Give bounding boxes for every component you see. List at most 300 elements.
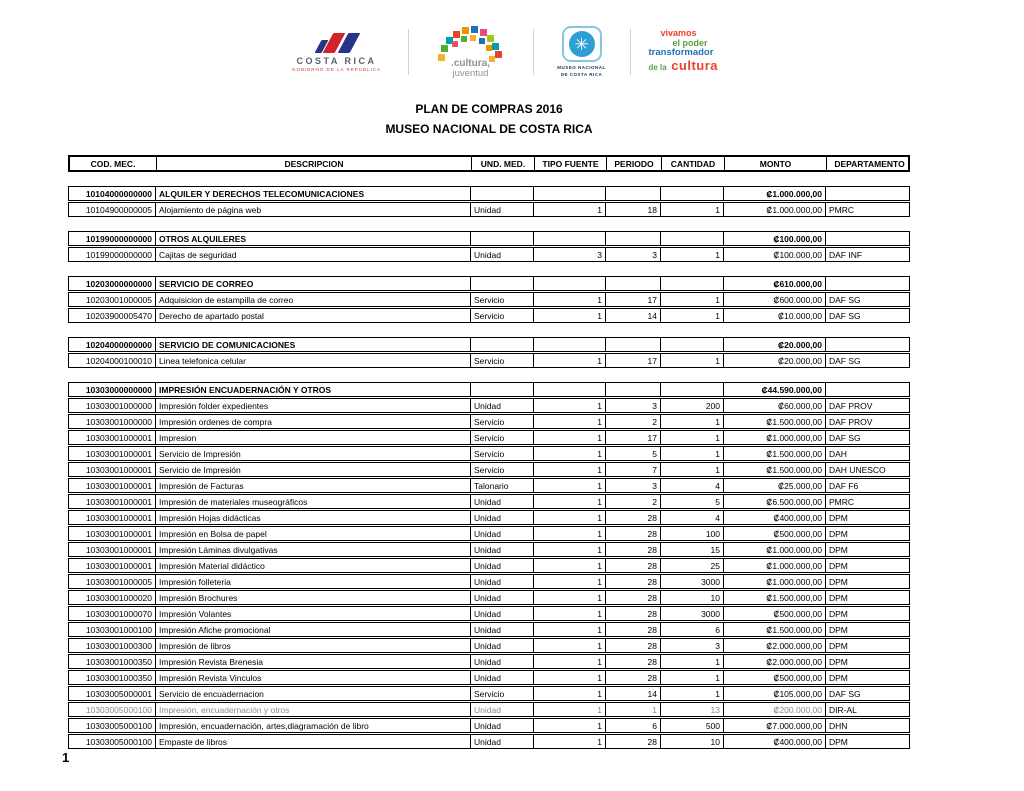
tipo-fuente-cell: 1 <box>534 203 606 216</box>
departamento-cell: DAF SG <box>829 432 861 443</box>
unit-cell: Unidad <box>471 495 534 508</box>
departamento-cell: DPM <box>829 736 848 747</box>
departamento-cell: PMRC <box>829 204 855 215</box>
description-cell: Impresión de libros <box>156 639 471 652</box>
tipo-fuente-cell: 1 <box>534 511 606 524</box>
periodo-cell: 17 <box>606 293 661 306</box>
periodo-cell: 1 <box>606 703 661 716</box>
unit-cell <box>471 187 534 200</box>
code-cell: 10303005000100 <box>69 703 156 716</box>
unit-cell: Unidad <box>471 639 534 652</box>
monto-cell: ₡1.000.000,00 <box>724 431 826 444</box>
code-cell: 10203000000000 <box>69 277 156 290</box>
tipo-fuente-cell: 1 <box>534 687 606 700</box>
departamento-cell: DPM <box>829 592 848 603</box>
section-header-row <box>68 337 910 352</box>
code-cell: 10303001000001 <box>69 463 156 476</box>
description-cell: Impresión en Bolsa de papel <box>156 527 471 540</box>
monto-cell: ₡500.000,00 <box>724 527 826 540</box>
periodo-cell: 17 <box>606 431 661 444</box>
museo-logo-frame <box>562 26 602 62</box>
monto-cell: ₡1.000.000,00 <box>724 575 826 588</box>
tipo-fuente-cell: 1 <box>534 479 606 492</box>
description-cell: SERVICIO DE COMUNICACIONES <box>156 338 471 351</box>
description-cell: Impresión Brochures <box>156 591 471 604</box>
monto-cell: ₡20.000,00 <box>724 338 826 351</box>
periodo-cell: 17 <box>606 354 661 367</box>
item-row <box>68 574 910 589</box>
unit-cell: Unidad <box>471 735 534 748</box>
logo-strip <box>0 26 1024 79</box>
unit-cell <box>471 338 534 351</box>
description-cell: Impresion <box>156 431 471 444</box>
departamento-cell: DAF F6 <box>829 480 859 491</box>
tipo-fuente-cell <box>534 187 606 200</box>
departamento-cell: DAF INF <box>829 249 863 260</box>
description-cell: Impresión ordenes de compra <box>156 415 471 428</box>
section-header-row <box>68 186 910 201</box>
periodo-cell: 5 <box>606 447 661 460</box>
monto-cell: ₡44.590.000,00 <box>724 383 826 396</box>
code-cell: 10303001000001 <box>69 559 156 572</box>
unit-cell: Unidad <box>471 719 534 732</box>
item-row <box>68 353 910 368</box>
cantidad-cell: 100 <box>661 527 724 540</box>
code-cell: 10203900005470 <box>69 309 156 322</box>
periodo-cell <box>606 232 661 245</box>
periodo-cell: 7 <box>606 463 661 476</box>
description-cell: Impresión Hojas didácticas <box>156 511 471 524</box>
unit-cell <box>471 277 534 290</box>
cantidad-cell: 10 <box>661 735 724 748</box>
code-cell: 10303001000005 <box>69 575 156 588</box>
code-cell: 10303001000300 <box>69 639 156 652</box>
logo-separator <box>408 29 409 75</box>
tipo-fuente-cell: 1 <box>534 607 606 620</box>
costa-rica-logo-title: COSTA RICA <box>296 55 377 66</box>
code-cell: 10303001000350 <box>69 671 156 684</box>
item-row <box>68 702 910 717</box>
code-cell: 10303001000020 <box>69 591 156 604</box>
tipo-fuente-cell: 1 <box>534 591 606 604</box>
tipo-fuente-cell: 1 <box>534 354 606 367</box>
unit-cell: Servicio <box>471 447 534 460</box>
flag-stripes-icon <box>282 33 392 53</box>
departamento-cell: PMRC <box>829 496 855 507</box>
page-subtitle: MUSEO NACIONAL DE COSTA RICA <box>385 122 593 136</box>
code-cell: 10303001000000 <box>69 415 156 428</box>
table-section <box>68 276 910 323</box>
tipo-fuente-cell: 1 <box>534 623 606 636</box>
tipo-fuente-cell: 1 <box>534 415 606 428</box>
item-row <box>68 542 910 557</box>
cultura-slogan-logo <box>647 29 743 75</box>
sphere-icon: ✳ <box>569 31 595 57</box>
departamento-cell: DPM <box>829 624 848 635</box>
item-row <box>68 494 910 509</box>
description-cell: Impresión Revista Brenesia <box>156 655 471 668</box>
item-row <box>68 462 910 477</box>
item-row <box>68 292 910 307</box>
monto-cell: ₡1.500.000,00 <box>724 463 826 476</box>
tipo-fuente-cell: 1 <box>534 431 606 444</box>
description-cell: Servicio de encuadernacion <box>156 687 471 700</box>
periodo-cell: 3 <box>606 479 661 492</box>
museo-nacional-logo <box>550 26 614 78</box>
cantidad-cell <box>661 383 724 396</box>
unit-cell: Unidad <box>471 591 534 604</box>
description-cell: Impresión Revista Vinculos <box>156 671 471 684</box>
tipo-fuente-cell: 1 <box>534 309 606 322</box>
departamento-cell: DAF SG <box>829 310 861 321</box>
monto-cell: ₡1.000.000,00 <box>724 559 826 572</box>
tipo-fuente-cell: 3 <box>534 248 606 261</box>
item-row <box>68 398 910 413</box>
departamento-cell: DAF SG <box>829 688 861 699</box>
description-cell: SERVICIO DE CORREO <box>156 277 471 290</box>
monto-cell: ₡10.000,00 <box>724 309 826 322</box>
item-row <box>68 734 910 749</box>
departamento-cell: DIR-AL <box>829 704 857 715</box>
item-row <box>68 670 910 685</box>
unit-cell: Unidad <box>471 559 534 572</box>
item-row <box>68 718 910 733</box>
description-cell: Servicio de Impresión <box>156 463 471 476</box>
item-row <box>68 526 910 541</box>
cantidad-cell: 1 <box>661 248 724 261</box>
departamento-cell: DAF PROV <box>829 416 873 427</box>
cantidad-cell: 3000 <box>661 575 724 588</box>
description-cell: ALQUILER Y DERECHOS TELECOMUNICACIONES <box>156 187 471 200</box>
item-row <box>68 308 910 323</box>
tipo-fuente-cell <box>534 232 606 245</box>
departamento-cell: DAH UNESCO <box>829 464 886 475</box>
page-title: PLAN DE COMPRAS 2016 <box>415 102 563 116</box>
cantidad-cell: 6 <box>661 623 724 636</box>
item-row <box>68 638 910 653</box>
unit-cell: Unidad <box>471 543 534 556</box>
departamento-cell: DHN <box>829 720 848 731</box>
cantidad-cell <box>661 277 724 290</box>
code-cell: 10303001000001 <box>69 511 156 524</box>
cantidad-cell: CANTIDAD <box>662 157 725 170</box>
cantidad-cell: 1 <box>661 447 724 460</box>
monto-cell: ₡100.000,00 <box>724 232 826 245</box>
page-number: 1 <box>62 750 70 765</box>
monto-cell: ₡25.000,00 <box>724 479 826 492</box>
periodo-cell: 2 <box>606 415 661 428</box>
item-row <box>68 478 910 493</box>
unit-cell: Unidad <box>471 575 534 588</box>
periodo-cell: 28 <box>606 655 661 668</box>
cantidad-cell: 1 <box>661 463 724 476</box>
tipo-fuente-cell <box>534 383 606 396</box>
cantidad-cell: 3 <box>661 639 724 652</box>
monto-cell: ₡400.000,00 <box>724 735 826 748</box>
description-cell: Adquisicion de estampilla de correo <box>156 293 471 306</box>
monto-cell: ₡1.500.000,00 <box>724 623 826 636</box>
departamento-cell: DPM <box>829 608 848 619</box>
cantidad-cell: 500 <box>661 719 724 732</box>
table-section <box>68 186 910 217</box>
departamento-cell: DPM <box>829 576 848 587</box>
item-row <box>68 606 910 621</box>
unit-cell <box>471 232 534 245</box>
description-cell: Impresión Láminas divulgativas <box>156 543 471 556</box>
cultura-juventud-logo <box>425 26 517 79</box>
periodo-cell: 28 <box>606 511 661 524</box>
description-cell: IMPRESIÓN ENCUADERNACIÓN Y OTROS <box>156 383 471 396</box>
periodo-cell: 28 <box>606 735 661 748</box>
cantidad-cell: 4 <box>661 479 724 492</box>
tipo-fuente-cell: 1 <box>534 495 606 508</box>
description-cell: Cajitas de seguridad <box>156 248 471 261</box>
code-cell: 10204000100010 <box>69 354 156 367</box>
cantidad-cell: 1 <box>661 671 724 684</box>
monto-cell: ₡7.000.000,00 <box>724 719 826 732</box>
code-cell: 10303000000000 <box>69 383 156 396</box>
cantidad-cell: 3000 <box>661 607 724 620</box>
code-cell: 10199000000000 <box>69 248 156 261</box>
monto-cell: ₡1.500.000,00 <box>724 591 826 604</box>
periodo-cell: 3 <box>606 248 661 261</box>
cantidad-cell: 1 <box>661 203 724 216</box>
slogan-line-1: vivamos <box>660 28 697 39</box>
logo-separator <box>533 29 534 75</box>
periodo-cell: 18 <box>606 203 661 216</box>
monto-cell: MONTO <box>725 157 827 170</box>
code-cell: 10303001000000 <box>69 399 156 412</box>
code-cell: 10303005000100 <box>69 719 156 732</box>
code-cell: 10303005000001 <box>69 687 156 700</box>
code-cell: 10203001000005 <box>69 293 156 306</box>
description-cell: Linea telefonica celular <box>156 354 471 367</box>
departamento-cell <box>826 383 911 396</box>
tipo-fuente-cell: 1 <box>534 719 606 732</box>
tipo-fuente-cell: 1 <box>534 559 606 572</box>
unit-cell <box>471 383 534 396</box>
periodo-cell <box>606 277 661 290</box>
departamento-cell: DPM <box>829 512 848 523</box>
code-cell: 10303001000001 <box>69 543 156 556</box>
departamento-cell: DPM <box>829 672 848 683</box>
periodo-cell: 28 <box>606 543 661 556</box>
cantidad-cell: 15 <box>661 543 724 556</box>
departamento-cell: DPM <box>829 528 848 539</box>
description-cell: Impresión Afiche promocional <box>156 623 471 636</box>
item-row <box>68 430 910 445</box>
table-section <box>68 337 910 368</box>
cantidad-cell: 1 <box>661 687 724 700</box>
costa-rica-logo-subtitle: GOBIERNO DE LA REPÚBLICA <box>291 66 382 72</box>
monto-cell: ₡1.000.000,00 <box>724 187 826 200</box>
document-title-block <box>68 99 910 139</box>
periodo-cell: 14 <box>606 309 661 322</box>
description-cell: Impresión Material didáctico <box>156 559 471 572</box>
departamento-cell: DPM <box>829 640 848 651</box>
code-cell: 10303001000001 <box>69 447 156 460</box>
monto-cell: ₡60.000,00 <box>724 399 826 412</box>
description-cell: Derecho de apartado postal <box>156 309 471 322</box>
tipo-fuente-cell: 1 <box>534 463 606 476</box>
periodo-cell <box>606 187 661 200</box>
purchase-table <box>68 155 910 763</box>
unit-cell: Talonario <box>471 479 534 492</box>
description-cell: Empaste de libros <box>156 735 471 748</box>
description-cell: DESCRIPCION <box>157 157 472 170</box>
cultura-juventud-wordmark: .cultura, juventud <box>451 58 490 79</box>
item-row <box>68 590 910 605</box>
unit-cell: UND. MED. <box>472 157 535 170</box>
tipo-fuente-cell: 1 <box>534 543 606 556</box>
description-cell: Impresión Volantes <box>156 607 471 620</box>
item-row <box>68 510 910 525</box>
periodo-cell: 28 <box>606 527 661 540</box>
departamento-cell <box>826 187 911 200</box>
unit-cell: Unidad <box>471 655 534 668</box>
table-section <box>68 231 910 262</box>
item-row <box>68 654 910 669</box>
unit-cell: Unidad <box>471 399 534 412</box>
departamento-cell: DAF SG <box>829 294 861 305</box>
item-row <box>68 558 910 573</box>
tipo-fuente-cell: 1 <box>534 575 606 588</box>
monto-cell: ₡2.000.000,00 <box>724 639 826 652</box>
cantidad-cell: 25 <box>661 559 724 572</box>
section-header-row <box>68 382 910 397</box>
monto-cell: ₡105.000,00 <box>724 687 826 700</box>
monto-cell: ₡400.000,00 <box>724 511 826 524</box>
museo-logo-name: MUSEO NACIONAL DE COSTA RICA <box>557 65 606 77</box>
tipo-fuente-cell: 1 <box>534 735 606 748</box>
tipo-fuente-cell: 1 <box>534 655 606 668</box>
code-cell: 10303001000001 <box>69 431 156 444</box>
code-cell: 10303001000100 <box>69 623 156 636</box>
description-cell: Impresión, encuadernación, artes,diagramación de libro <box>156 719 471 732</box>
departamento-cell: DAF PROV <box>829 400 873 411</box>
monto-cell: ₡200.000,00 <box>724 703 826 716</box>
monto-cell: ₡2.000.000,00 <box>724 655 826 668</box>
cantidad-cell <box>661 232 724 245</box>
periodo-cell: 28 <box>606 607 661 620</box>
unit-cell: Unidad <box>471 527 534 540</box>
cantidad-cell: 10 <box>661 591 724 604</box>
unit-cell: Unidad <box>471 248 534 261</box>
unit-cell: Unidad <box>471 671 534 684</box>
item-row <box>68 622 910 637</box>
description-cell: Impresión de materiales museográficos <box>156 495 471 508</box>
monto-cell: ₡1.500.000,00 <box>724 447 826 460</box>
unit-cell: Servicio <box>471 463 534 476</box>
section-header-row <box>68 276 910 291</box>
departamento-cell <box>826 277 911 290</box>
code-cell: 10303001000350 <box>69 655 156 668</box>
periodo-cell: 28 <box>606 671 661 684</box>
unit-cell: Unidad <box>471 511 534 524</box>
monto-cell: ₡1.000.000,00 <box>724 543 826 556</box>
unit-cell: Servicio <box>471 431 534 444</box>
description-cell: Impresión de Facturas <box>156 479 471 492</box>
tipo-fuente-cell <box>534 277 606 290</box>
periodo-cell: 28 <box>606 639 661 652</box>
departamento-cell: DPM <box>829 656 848 667</box>
unit-cell: Servicio <box>471 309 534 322</box>
monto-cell: ₡500.000,00 <box>724 607 826 620</box>
item-row <box>68 414 910 429</box>
description-cell: Impresión folder expedientes <box>156 399 471 412</box>
periodo-cell: 14 <box>606 687 661 700</box>
tipo-fuente-cell: 1 <box>534 447 606 460</box>
tipo-fuente-cell <box>534 338 606 351</box>
cantidad-cell: 1 <box>661 431 724 444</box>
cantidad-cell: 1 <box>661 655 724 668</box>
description-cell: OTROS ALQUILERES <box>156 232 471 245</box>
code-cell: 10104000000000 <box>69 187 156 200</box>
monto-cell: ₡20.000,00 <box>724 354 826 367</box>
periodo-cell: 6 <box>606 719 661 732</box>
periodo-cell: 28 <box>606 575 661 588</box>
description-cell: Alojamiento de página web <box>156 203 471 216</box>
description-cell: Servicio de Impresión <box>156 447 471 460</box>
code-cell: 10303005000100 <box>69 735 156 748</box>
tipo-fuente-cell: 1 <box>534 399 606 412</box>
tipo-fuente-cell: TIPO FUENTE <box>535 157 607 170</box>
cantidad-cell: 200 <box>661 399 724 412</box>
unit-cell: Servicio <box>471 687 534 700</box>
code-cell: 10199000000000 <box>69 232 156 245</box>
section-header-row <box>68 231 910 246</box>
item-row <box>68 247 910 262</box>
periodo-cell: 2 <box>606 495 661 508</box>
departamento-cell <box>826 338 911 351</box>
cantidad-cell: 1 <box>661 415 724 428</box>
cantidad-cell: 1 <box>661 293 724 306</box>
departamento-cell: DAF SG <box>829 355 861 366</box>
unit-cell: Servicio <box>471 354 534 367</box>
cantidad-cell: 4 <box>661 511 724 524</box>
cantidad-cell: 1 <box>661 354 724 367</box>
unit-cell: Unidad <box>471 623 534 636</box>
code-cell: 10303001000070 <box>69 607 156 620</box>
tipo-fuente-cell: 1 <box>534 703 606 716</box>
departamento-cell <box>826 232 911 245</box>
periodo-cell: 28 <box>606 559 661 572</box>
slogan-line-4: de la cultura <box>648 58 719 74</box>
monto-cell: ₡500.000,00 <box>724 671 826 684</box>
code-cell: 10204000000000 <box>69 338 156 351</box>
departamento-cell: DPM <box>829 544 848 555</box>
code-cell: 10303001000001 <box>69 495 156 508</box>
slogan-line-2: el poder <box>672 37 708 48</box>
item-row <box>68 446 910 461</box>
tipo-fuente-cell: 1 <box>534 293 606 306</box>
periodo-cell <box>606 383 661 396</box>
code-cell: 10303001000001 <box>69 479 156 492</box>
periodo-cell: PERIODO <box>607 157 662 170</box>
unit-cell: Servicio <box>471 293 534 306</box>
monto-cell: ₡1.500.000,00 <box>724 415 826 428</box>
description-cell: Impresión, encuadernación y otros <box>156 703 471 716</box>
code-cell: 10104900000005 <box>69 203 156 216</box>
monto-cell: ₡1.000.000,00 <box>724 203 826 216</box>
departamento-cell: DAH <box>829 448 847 459</box>
costa-rica-government-logo <box>282 33 392 72</box>
cantidad-cell: 5 <box>661 495 724 508</box>
code-cell: 10303001000001 <box>69 527 156 540</box>
unit-cell: Unidad <box>471 203 534 216</box>
cantidad-cell: 1 <box>661 309 724 322</box>
periodo-cell: 28 <box>606 623 661 636</box>
